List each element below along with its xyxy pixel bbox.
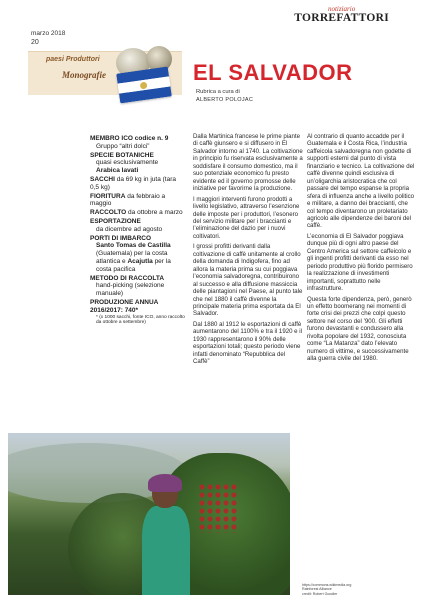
metodo-label: METODO DI RACCOLTA bbox=[90, 274, 165, 282]
specie-value-bold: Arabica lavati bbox=[96, 167, 139, 175]
paragraph: I grossi profitti derivanti dalla coltivazione di caffè unitamente al crollo della domanda di Indigofera, fino ad allora la materia prima su cui poggiava l’economia salvadoregna, contribuirono al successo e alla diffusione massiccia delle piantagioni nel Paese, al punto tale che nel 1880 il caffè divenne la principale materia prima esportata da El Salvador. bbox=[193, 243, 303, 318]
membro-value: Gruppo “altri dolci” bbox=[96, 142, 150, 150]
el-salvador-flag-image bbox=[116, 67, 172, 104]
fioritura-label: FIORITURA bbox=[90, 192, 126, 200]
article-title: EL SALVADOR bbox=[193, 60, 353, 85]
raccolto-label: RACCOLTO bbox=[90, 209, 127, 217]
membro-label: MEMBRO ICO codice n. 9 bbox=[90, 135, 169, 142]
coffee-picker-photo bbox=[8, 433, 290, 595]
page-number: 20 bbox=[31, 39, 39, 46]
photo-credit-source: https://commons.wikimedia.org bbox=[302, 583, 352, 587]
coffee-picker-figure bbox=[138, 478, 193, 595]
fioritura-value: da febbraio a maggio bbox=[90, 192, 166, 208]
paragraph: L’economia di El Salvador poggiava dunque più di ogni altro paese del Centro America sul settore caffeicolo e gli ingenti profitti derivanti da esso nel periodo produttivo più florido permisero la realizzazione di investimenti importanti, soprattutto nelle infrastrutture. bbox=[307, 232, 413, 293]
metodo-value: hand-picking (selezione manuale) bbox=[96, 282, 165, 298]
issue-date: marzo 2018 bbox=[31, 30, 66, 37]
paragraph: Dalla Martinica francese le prime piante di caffè giunsero e si diffusero in El Salvador intorno al 1740. La coltivazione in principio fu riservata esclusivamente a soddisfare il consumo domestico, ma il suo potenziale economico fu presto evidente ed il governo promosse delle iniziative per favorirne la produzione. bbox=[193, 133, 303, 193]
magazine-brand bbox=[294, 5, 389, 24]
sacchi-value: da 69 kg in juta (tara 0,5 kg) bbox=[90, 175, 176, 191]
photo-credit bbox=[302, 583, 351, 596]
article-column-2 bbox=[307, 133, 417, 366]
country-factsheet bbox=[90, 135, 186, 327]
credit-label: Rubrica a cura di bbox=[196, 89, 240, 95]
porto-acajutla: Acajutla bbox=[127, 257, 153, 265]
photo-credit-author: credit: Robert Goodier bbox=[302, 591, 338, 596]
specie-value: quasi esclusivamente bbox=[96, 159, 159, 167]
porti-desc-1: (Guatemala) per la costa atlantica e bbox=[96, 250, 168, 265]
raccolto-value: da ottobre a marzo bbox=[128, 209, 183, 217]
coffee-cherries-image bbox=[198, 483, 238, 533]
produzione-note: * (x 1000 sacchi, fonte ICO, anno raccolto da ottobre a settembre) bbox=[96, 314, 185, 326]
brand-title: TORREFATTORI bbox=[294, 12, 389, 24]
paragraph: Dal 1880 al 1912 le esportazioni di caffè aumentarono del 1100% e tra il 1920 e il 1930 rappresentarono il 90% delle esportazioni totali; questo periodo viene infatti denominato “Repubblica del Caffè” bbox=[193, 320, 302, 366]
paragraph: I maggiori interventi furono prodotti a livello legislativo, attraverso l’esenzione delle imposte per i produttori, l’esonero del servizio militare per i braccianti e l’eliminazione del dazio per i nuovi coltivatori. bbox=[193, 195, 300, 240]
porto-santo-tomas: Santo Tomas de Castilla bbox=[96, 242, 171, 250]
porti-label: PORTI DI IMBARCO bbox=[90, 234, 152, 242]
rubric-line-1: paesi Produttori bbox=[46, 56, 100, 63]
author-name: ALBERTO POLOJAC bbox=[196, 96, 254, 103]
flag-emblem-icon bbox=[140, 82, 148, 90]
esportazione-value: da dicembre ad agosto bbox=[96, 225, 163, 233]
produzione-label: PRODUZIONE ANNUA 2016/2017: 740* bbox=[90, 298, 159, 314]
article-column-1 bbox=[193, 133, 303, 369]
article-credit bbox=[196, 89, 253, 104]
rubric-line-2: Monografie bbox=[62, 70, 107, 80]
porti-desc-2: per la costa pacifica bbox=[96, 257, 171, 273]
sacchi-label: SACCHI bbox=[90, 175, 115, 183]
specie-label: SPECIE BOTANICHE bbox=[90, 151, 154, 159]
photo-credit-org: Rainforest Alliance bbox=[302, 587, 332, 592]
paragraph: Al contrario di quanto accadde per il Guatemala e il Costa Rica, l’industria caffeicola salvadoregna non godette di supporti esterni dal punto di vista finanziario e tecnico. La coltivazione del caffè divenne quindi esclusiva di un’oligarchia aristocratica che col passare del tempo espanse la propria sfera di influenza anche a livello politico e militare, a danno dei braccianti, che col tempo diventarono un proletariato agricolo alle dipendenze dei baroni del caffè. bbox=[307, 133, 415, 230]
paragraph: Questa forte dipendenza, però, generò un effetto boomerang nei momenti di forte crisi dei prezzi che colpì questo settore nel corso del ’900. Gli effetti furono devastanti e condussero alla rivolta popolare del 1932, conosciuta come “La Matanza” dato l’elevato numero di vittime, e successivamente alla guerra civile del 1980. bbox=[307, 295, 412, 363]
esportazione-label: ESPORTAZIONE bbox=[90, 217, 141, 225]
brand-subtitle: notiziario bbox=[327, 5, 356, 13]
